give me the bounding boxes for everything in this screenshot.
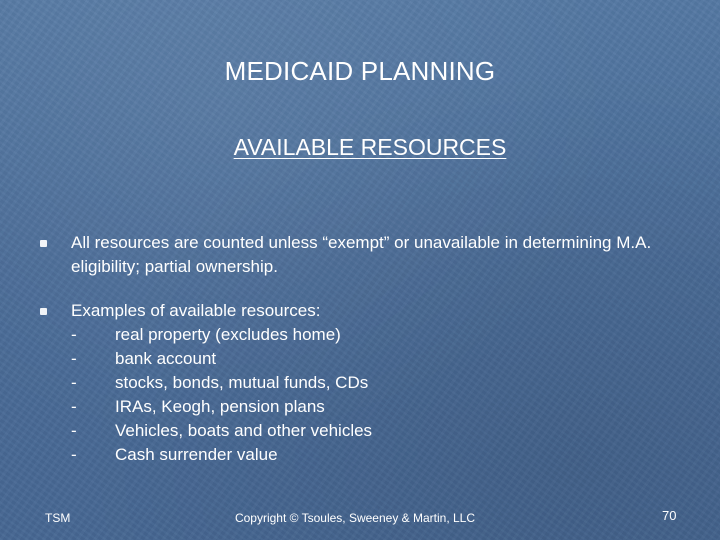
page-number: 70 [662, 508, 677, 523]
slide-title: MEDICAID PLANNING [224, 56, 496, 86]
sub-list-item [71, 395, 680, 419]
dash-marker: - [71, 421, 77, 440]
sub-list-item [71, 323, 680, 347]
dash-marker: - [71, 397, 77, 416]
sub-item-text: Cash surrender value [115, 445, 278, 464]
sub-list-item [71, 443, 680, 467]
bullet-text: All resources are counted unless “exempt” or unavailable in determining M.A. eligibility; partial ownership. [71, 233, 652, 276]
sub-item-text: real property (excludes home) [115, 325, 341, 344]
square-bullet-icon [40, 308, 47, 315]
slide-subtitle: AVAILABLE RESOURCES [233, 134, 507, 160]
square-bullet-icon [40, 240, 47, 247]
sub-item-text: IRAs, Keogh, pension plans [115, 397, 325, 416]
dash-marker: - [71, 373, 77, 392]
sub-item-text: stocks, bonds, mutual funds, CDs [115, 373, 369, 392]
bullet-text: Examples of available resources: [71, 301, 321, 320]
sub-list-item [71, 419, 680, 443]
dash-marker: - [71, 325, 77, 344]
bullet-item [40, 231, 680, 279]
sub-item-text: bank account [115, 349, 217, 368]
sub-list-item [71, 347, 680, 371]
sub-item-text: Vehicles, boats and other vehicles [115, 421, 373, 440]
bullet-item [40, 299, 680, 467]
dash-marker: - [71, 349, 77, 368]
bullet-list [40, 231, 680, 487]
footer-copyright: Copyright © Tsoules, Sweeney & Martin, LLC [234, 511, 476, 525]
sub-list-item [71, 371, 680, 395]
dash-marker: - [71, 445, 77, 464]
footer-left-label: TSM [45, 511, 71, 525]
